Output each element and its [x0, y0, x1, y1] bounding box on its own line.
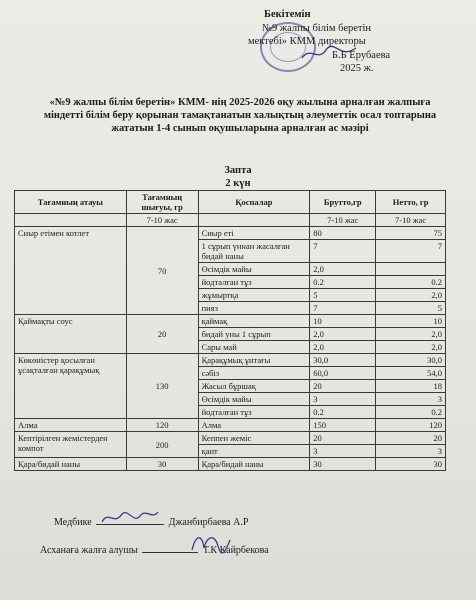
dish-name: Қаймақты соус	[15, 315, 127, 354]
approval-block	[248, 8, 448, 76]
ingredient-net: 0.2	[376, 406, 446, 419]
header-net: Нетто, гр	[376, 191, 446, 214]
ingredient-name: Жасыл бұршақ	[198, 380, 310, 393]
menu-table	[14, 190, 446, 471]
table-row	[15, 315, 446, 328]
ingredient-name: Сары май	[198, 341, 310, 354]
table-row	[15, 432, 446, 445]
ingredient-net: 30	[376, 458, 446, 471]
ingredient-net: 3	[376, 445, 446, 458]
ingredient-gross: 2,0	[310, 263, 376, 276]
ingredient-net	[376, 263, 446, 276]
header-ingredients: Қоспалар	[198, 191, 310, 214]
ingredient-gross: 60,0	[310, 367, 376, 380]
age-empty-cell	[15, 214, 127, 227]
ingredient-gross: 3	[310, 445, 376, 458]
ingredient-name: йодталған тұз	[198, 276, 310, 289]
table-row	[15, 419, 446, 432]
ingredient-name: Қарақұмық ұнтағы	[198, 354, 310, 367]
age-label-yield: 7-10 жас	[126, 214, 198, 227]
ingredient-gross: 7	[310, 240, 376, 263]
table-row	[15, 354, 446, 367]
ingredient-name: йодталған тұз	[198, 406, 310, 419]
dish-name: Кептірілген жемістерден компот	[15, 432, 127, 458]
header-dish: Тағамның атауы	[15, 191, 127, 214]
ingredient-net: 10	[376, 315, 446, 328]
dish-yield: 120	[126, 419, 198, 432]
nurse-name: Джанбирбаева А.Р	[168, 517, 249, 528]
ingredient-gross: 20	[310, 432, 376, 445]
ingredient-net: 5	[376, 302, 446, 315]
ingredient-name: Кеппен жеміс	[198, 432, 310, 445]
ingredient-gross: 0.2	[310, 276, 376, 289]
ingredient-name: қант	[198, 445, 310, 458]
ingredient-name: қаймақ	[198, 315, 310, 328]
header-gross: Брутто,гр	[310, 191, 376, 214]
ingredient-name: Алма	[198, 419, 310, 432]
ingredient-net: 2,0	[376, 289, 446, 302]
ingredient-name: Өсімдік майы	[198, 263, 310, 276]
header-yield: Тағамның шығуы, гр	[126, 191, 198, 214]
ingredient-net: 120	[376, 419, 446, 432]
ingredient-gross: 3	[310, 393, 376, 406]
dish-name: Сиыр етімен котлет	[15, 227, 127, 315]
ingredient-net: 18	[376, 380, 446, 393]
ingredient-name: сәбіз	[198, 367, 310, 380]
ingredient-gross: 2,0	[310, 328, 376, 341]
ingredient-gross: 30	[310, 458, 376, 471]
ingredient-net: 2,0	[376, 341, 446, 354]
ingredient-net: 0.2	[376, 276, 446, 289]
age-label-net: 7-10 жас	[376, 214, 446, 227]
ingredient-name: Қара/бидай наны	[198, 458, 310, 471]
cook-label: Асханаға жалға алушы	[40, 545, 138, 556]
approval-director-name: Б.Б Ерубаева	[332, 49, 391, 61]
ingredient-gross: 7	[310, 302, 376, 315]
dish-name: Қара/бидай наны	[15, 458, 127, 471]
cook-name: Т.К Кайрбекова	[202, 545, 269, 556]
ingredient-net: 7	[376, 240, 446, 263]
dish-name: Көкөністер қосылған ұсақталған қарақұмық	[15, 354, 127, 419]
ingredient-gross: 150	[310, 419, 376, 432]
ingredient-name: 1 сұрып үннан жасалған бидай наны	[198, 240, 310, 263]
dish-yield: 70	[126, 227, 198, 315]
nurse-signature	[100, 508, 160, 528]
ingredient-name: бидай уны 1 сұрып	[198, 328, 310, 341]
dish-yield: 30	[126, 458, 198, 471]
ingredient-gross: 30,0	[310, 354, 376, 367]
cook-signature-row	[40, 542, 269, 556]
ingredient-net: 54,0	[376, 367, 446, 380]
cook-signature	[188, 530, 232, 556]
approval-heading: Бекітемін	[264, 9, 311, 20]
dish-yield: 200	[126, 432, 198, 458]
ingredient-gross: 5	[310, 289, 376, 302]
ingredient-gross: 10	[310, 315, 376, 328]
ingredient-name: Өсімдік майы	[198, 393, 310, 406]
ingredient-net: 2,0	[376, 328, 446, 341]
ingredient-name: Сиыр еті	[198, 227, 310, 240]
table-row	[15, 458, 446, 471]
ingredient-name: пияз	[198, 302, 310, 315]
ingredient-gross: 2,0	[310, 341, 376, 354]
ingredient-net: 3	[376, 393, 446, 406]
ingredient-net: 30,0	[376, 354, 446, 367]
dish-yield: 20	[126, 315, 198, 354]
ingredient-name: жұмыртқа	[198, 289, 310, 302]
menu-subtitle: Запта	[224, 165, 252, 176]
age-label-gross: 7-10 жас	[310, 214, 376, 227]
ingredient-gross: 80	[310, 227, 376, 240]
approval-position: мектебі» КММ директоры	[248, 36, 366, 47]
dish-name: Алма	[15, 419, 127, 432]
ingredient-gross: 0.2	[310, 406, 376, 419]
table-row	[15, 227, 446, 240]
ingredient-net: 20	[376, 432, 446, 445]
ingredient-net: 75	[376, 227, 446, 240]
ingredient-gross: 20	[310, 380, 376, 393]
day-label: 2 күн	[225, 178, 251, 189]
document-title: «№9 жалпы білім беретін» КММ- нің 2025-2026 оқу жылына арналған жалпыға міндетті білім беру қорынан тамақтанатын халықтың әлеуметтік осал топтарына жататын 1-4 сынып оқушыларына арналған ас мәзірі	[43, 97, 437, 134]
nurse-label: Медбике	[54, 517, 92, 528]
approval-school: №9 жалпы білім беретін	[262, 22, 372, 34]
dish-yield: 130	[126, 354, 198, 419]
approval-year: 2025 ж.	[340, 63, 374, 74]
age-empty-cell	[198, 214, 310, 227]
